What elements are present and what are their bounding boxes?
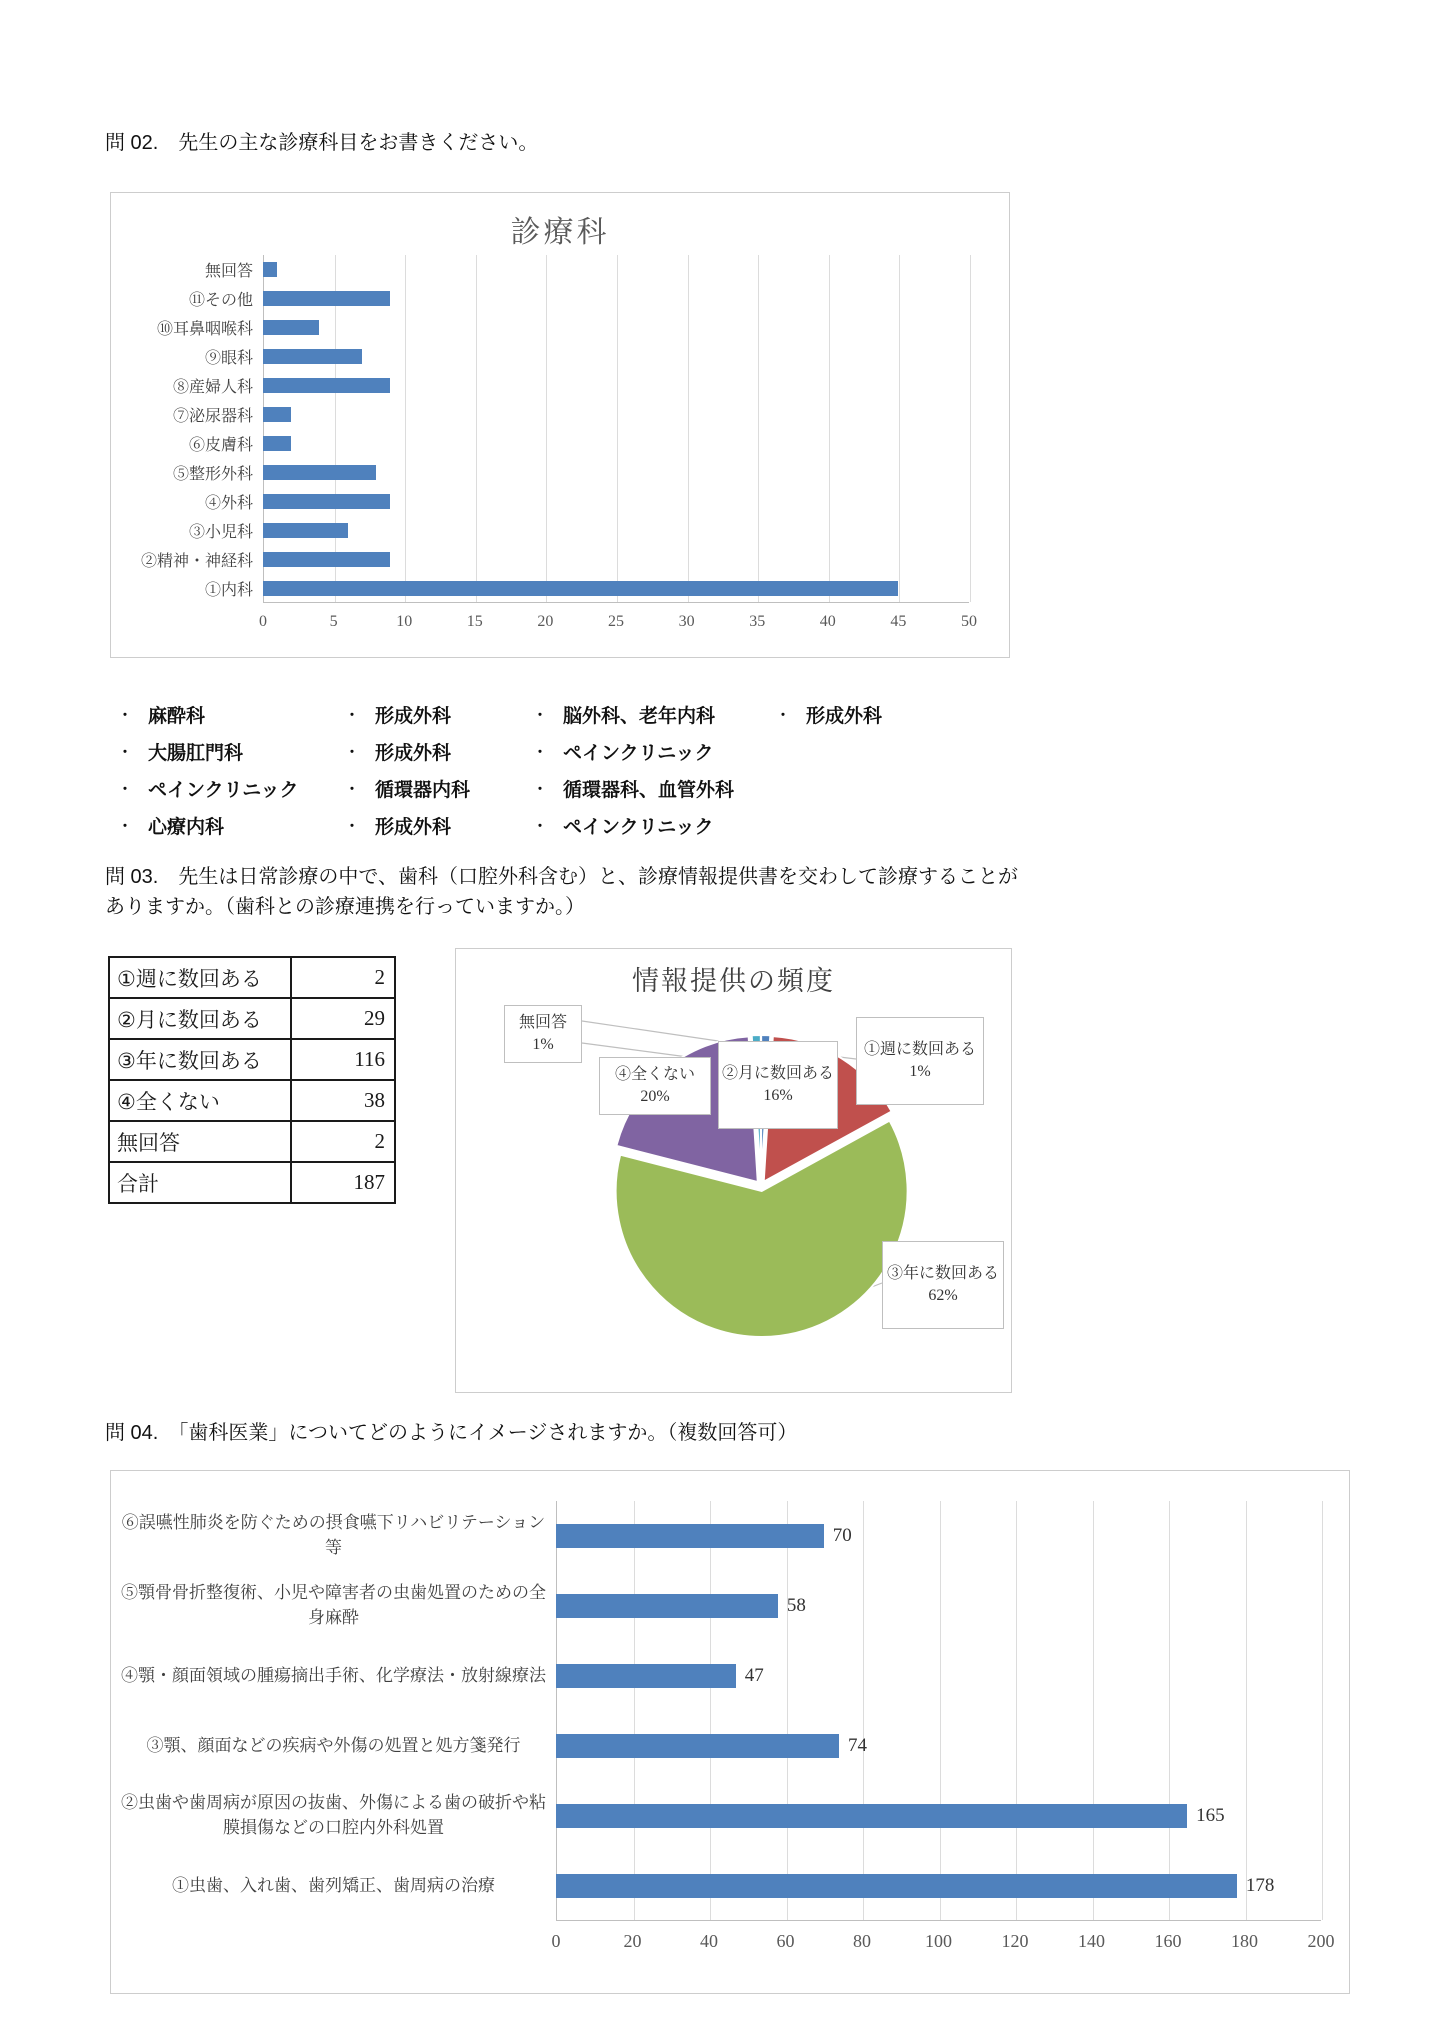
chart-row [111, 255, 1009, 284]
row-label: ③年に数回ある [109, 1039, 291, 1080]
bar [263, 349, 362, 364]
bar [556, 1594, 778, 1618]
tick-label: 20 [537, 613, 554, 630]
callout-weekly [856, 1017, 984, 1105]
q04-image-chart [110, 1470, 1350, 1994]
list-item [345, 770, 533, 807]
bar-track [263, 349, 1009, 364]
question-03-line2: ありますか。（歯科との診療連携を行っていますか。） [105, 896, 585, 918]
tick-label: 20 [623, 1931, 642, 1951]
chart-row [111, 1571, 1349, 1641]
tick-label: 40 [700, 1931, 718, 1951]
list-item [345, 696, 533, 733]
bullet-icon: ・ [533, 743, 547, 760]
list-item-label: 心療内科 [148, 817, 225, 838]
chart-row [111, 400, 1009, 429]
row-value: 116 [291, 1039, 395, 1080]
category-label: ⑧産婦人科 [172, 379, 253, 396]
list-item-label: 大腸肛門科 [148, 743, 244, 764]
bullet-icon: ・ [345, 817, 359, 834]
bullet-icon: ・ [345, 743, 359, 760]
tick-label: 160 [1154, 1931, 1182, 1951]
bar-track [263, 378, 1009, 393]
chart-row [111, 429, 1009, 458]
bar-track [263, 552, 1009, 567]
bar-track [263, 436, 1009, 451]
callout-label: ②月に数回ある [722, 1065, 835, 1083]
x-axis [551, 1921, 1335, 1957]
chart-row [111, 1851, 1349, 1921]
category-label: ④外科 [204, 495, 253, 512]
list-item [533, 733, 776, 770]
bullet-icon: ・ [118, 706, 132, 723]
category-label: ③顎、顔面などの疾病や外傷の処置と処方箋発行 [146, 1735, 521, 1755]
bar-track [556, 1664, 1349, 1688]
callout-label: ③年に数回ある [886, 1265, 999, 1283]
list-item [533, 807, 776, 844]
category-label: ⑥誤嚥性肺炎を防ぐための摂食嚥下リハビリテーション等 [121, 1513, 546, 1557]
tick-label: 140 [1078, 1931, 1105, 1951]
list-item-label: 形成外科 [806, 706, 883, 727]
question-02-heading: 問 02. 先生の主な診療科目をお書きください。 [105, 132, 539, 154]
list-item [345, 733, 533, 770]
bar-track [556, 1874, 1349, 1898]
list-item [533, 696, 776, 733]
bar [263, 465, 376, 480]
chart-row [111, 1781, 1349, 1851]
bar-track [263, 262, 1009, 277]
row-value: 2 [291, 1121, 395, 1162]
category-label: ②虫歯や歯周病が原因の抜歯、外傷による歯の破折や粘膜損傷などの口腔内外科処置 [121, 1793, 546, 1837]
list-item-label: ペインクリニック [148, 780, 299, 801]
question-03-heading [105, 862, 1018, 922]
category-label: ④顎・顔面領域の腫瘍摘出手術、化学療法・放射線療法 [121, 1665, 546, 1685]
list-item [776, 696, 1048, 733]
chart-row [111, 313, 1009, 342]
value-label: 70 [832, 1525, 852, 1546]
row-label: ①週に数回ある [109, 957, 291, 998]
row-label: 無回答 [109, 1121, 291, 1162]
bar [263, 291, 390, 306]
chart-row [111, 1641, 1349, 1711]
list-item-label: 形成外科 [375, 706, 452, 727]
q02-chart-title: 診療科 [510, 216, 610, 249]
chart-row [111, 516, 1009, 545]
value-label: 74 [848, 1735, 868, 1756]
callout-label: ①週に数回ある [863, 1041, 976, 1059]
category-label: ⑤整形外科 [172, 466, 253, 483]
tick-label: 30 [678, 613, 695, 630]
category-label: ⑨眼科 [204, 350, 253, 367]
list-item-label: ペインクリニック [563, 743, 714, 764]
category-label: ⑤顎骨骨折整復術、小児や障害者の虫歯処置のための全身麻酔 [121, 1583, 546, 1627]
value-label: 178 [1245, 1875, 1275, 1896]
bar-track [556, 1804, 1349, 1828]
q03-frequency-table [108, 956, 396, 1204]
bar-track [263, 581, 1009, 596]
category-label: ⑥皮膚科 [188, 437, 253, 454]
tick-label: 5 [329, 613, 338, 630]
tick-label: 0 [551, 1931, 561, 1951]
tick-label: 120 [1001, 1931, 1029, 1951]
list-item [118, 696, 345, 733]
tick-label: 35 [749, 613, 766, 630]
bullet-icon: ・ [345, 706, 359, 723]
list-item [118, 733, 345, 770]
list-item-label: 循環器内科 [375, 780, 471, 801]
list-item [345, 807, 533, 844]
tick-label: 50 [961, 613, 977, 630]
callout-label: 無回答 [518, 1014, 567, 1032]
table-row [109, 1039, 395, 1080]
callout-monthly [718, 1041, 838, 1129]
bar [263, 552, 390, 567]
category-label: ⑩耳鼻咽喉科 [156, 321, 253, 338]
bullet-icon: ・ [533, 706, 547, 723]
question-04-heading: 問 04. 「歯科医業」についてどのようにイメージされますか。（複数回答可） [105, 1422, 798, 1444]
category-label: ①内科 [204, 582, 253, 599]
row-label: ④全くない [109, 1080, 291, 1121]
bullet-icon: ・ [118, 780, 132, 797]
bar [556, 1874, 1237, 1898]
bullet-icon: ・ [345, 780, 359, 797]
list-item-label: 循環器科、血管外科 [563, 780, 735, 801]
chart-row [111, 574, 1009, 603]
callout-no-answer [504, 1005, 582, 1063]
bar [556, 1664, 736, 1688]
callout-percent: 62% [928, 1287, 958, 1304]
list-item [118, 770, 345, 807]
bar [263, 494, 390, 509]
table-row [109, 1080, 395, 1121]
category-label: ⑦泌尿器科 [172, 408, 253, 425]
list-item-label: 形成外科 [375, 817, 452, 838]
table-row [109, 998, 395, 1039]
bar [263, 320, 319, 335]
bar-track [556, 1594, 1349, 1618]
category-label: ②精神・神経科 [140, 553, 253, 570]
bar [556, 1524, 824, 1548]
chart-row [111, 342, 1009, 371]
row-value: 2 [291, 957, 395, 998]
list-item [118, 807, 345, 844]
callout-percent: 1% [532, 1036, 554, 1053]
bar-track [263, 407, 1009, 422]
tick-label: 60 [776, 1931, 795, 1951]
row-value: 187 [291, 1162, 395, 1203]
bullet-icon: ・ [533, 780, 547, 797]
tick-label: 25 [608, 613, 624, 630]
question-03-line1: 問 03. 先生は日常診療の中で、歯科（口腔外科含む）と、診療情報提供書を交わして診療することが [105, 866, 1018, 888]
bar-track [263, 465, 1009, 480]
table-row [109, 957, 395, 998]
bar [556, 1734, 839, 1758]
bar [263, 262, 277, 277]
list-item-label: 形成外科 [375, 743, 452, 764]
bar-track [263, 523, 1009, 538]
value-label: 47 [744, 1665, 764, 1686]
tick-label: 200 [1307, 1931, 1335, 1951]
bar-track [263, 320, 1009, 335]
x-axis [259, 603, 977, 639]
tick-label: 15 [466, 613, 483, 630]
category-label: ③小児科 [188, 524, 253, 541]
value-label: 165 [1196, 1805, 1225, 1826]
value-label: 58 [786, 1595, 806, 1616]
bar-track [556, 1524, 1349, 1548]
callout-never [599, 1057, 711, 1115]
chart-row [111, 458, 1009, 487]
row-value: 38 [291, 1080, 395, 1121]
bullet-icon: ・ [533, 817, 547, 834]
row-label: ②月に数回ある [109, 998, 291, 1039]
callout-percent: 1% [909, 1063, 931, 1080]
bar [263, 407, 291, 422]
chart-row [111, 371, 1009, 400]
row-value: 29 [291, 998, 395, 1039]
callout-label: ④全くない [614, 1066, 695, 1084]
tick-label: 45 [890, 613, 907, 630]
bullet-icon: ・ [776, 706, 790, 723]
q03-pie-chart [455, 948, 1012, 1393]
chart-row [111, 284, 1009, 313]
bar [263, 581, 898, 596]
bar [263, 378, 390, 393]
table-row [109, 1121, 395, 1162]
list-item-label: 麻酔科 [148, 706, 206, 727]
tick-label: 40 [819, 613, 836, 630]
bar-track [263, 494, 1009, 509]
q02-departments-chart [110, 192, 1010, 658]
list-item-label: ペインクリニック [563, 817, 714, 838]
bar [556, 1804, 1187, 1828]
row-label: 合計 [109, 1162, 291, 1203]
callout-percent: 20% [640, 1088, 670, 1105]
chart-row [111, 487, 1009, 516]
bar [263, 436, 291, 451]
tick-label: 80 [853, 1931, 871, 1951]
pie-chart-title: 情報提供の頻度 [632, 966, 835, 996]
bullet-icon: ・ [118, 817, 132, 834]
chart-row [111, 545, 1009, 574]
chart-row [111, 1711, 1349, 1781]
bar [263, 523, 348, 538]
tick-label: 100 [925, 1931, 952, 1951]
other-specialties-list [118, 696, 1048, 844]
chart-row [111, 1501, 1349, 1571]
bar-track [556, 1734, 1349, 1758]
table-row [109, 1162, 395, 1203]
category-label: ⑪その他 [188, 292, 253, 309]
category-label: ①虫歯、入れ歯、歯列矯正、歯周病の治療 [172, 1875, 495, 1895]
list-item [533, 770, 776, 807]
tick-label: 10 [396, 613, 413, 630]
callout-percent: 16% [763, 1087, 793, 1104]
q04-chart-plot [111, 1501, 1349, 1957]
tick-label: 0 [259, 613, 267, 630]
callout-yearly [882, 1241, 1004, 1329]
list-item-label: 脳外科、老年内科 [563, 706, 716, 727]
bullet-icon: ・ [118, 743, 132, 760]
tick-label: 180 [1231, 1931, 1258, 1951]
q02-chart-plot [111, 255, 1009, 639]
category-label: 無回答 [204, 263, 253, 280]
bar-track [263, 291, 1009, 306]
